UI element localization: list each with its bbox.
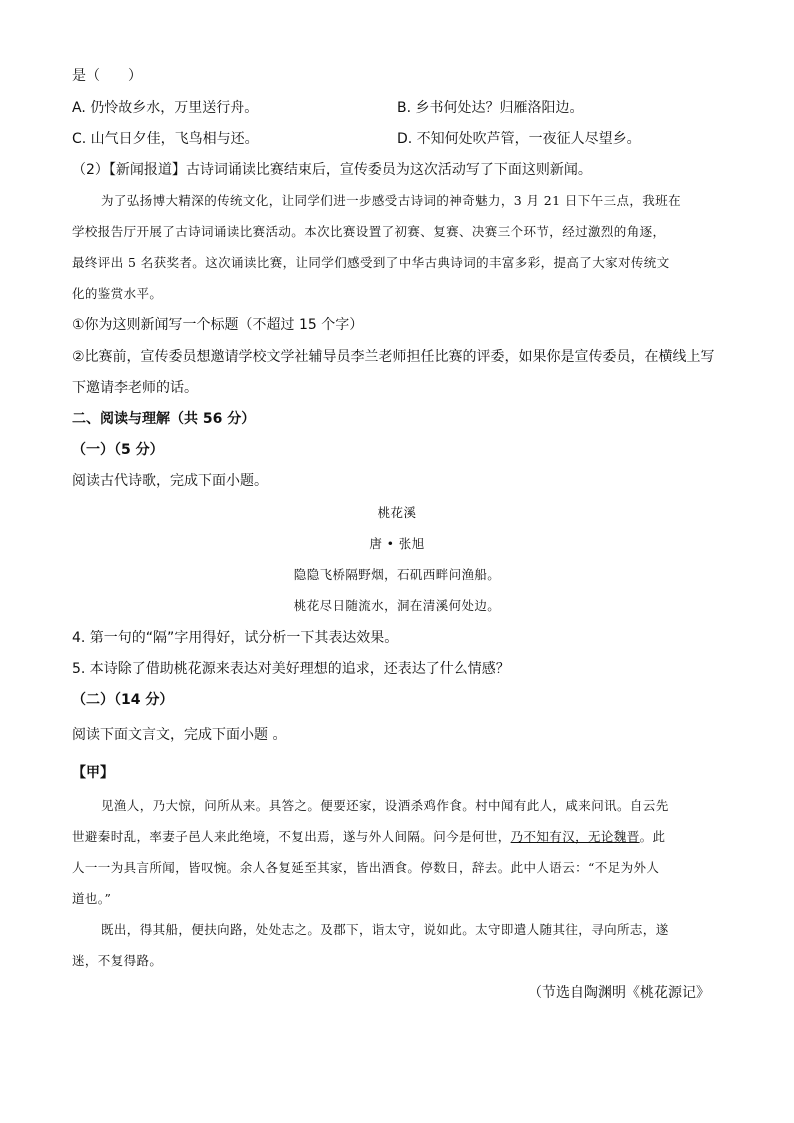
passage-p1-line-2 — [72, 827, 665, 847]
passage-p1-line-2-start: 世避秦时乱，率妻子邑人来此绝境，不复出焉，遂与外人间隔。问今是何世， — [72, 829, 511, 844]
poem-title: 桃花溪 — [377, 505, 417, 520]
part-2-instruction: 阅读下面文言文，完成下面小题 。 — [72, 727, 287, 743]
option-b: B. 乡书何处达？归雁洛阳边。 — [397, 100, 584, 116]
news-task-2-line-2: 下邀请李老师的话。 — [72, 380, 198, 396]
news-task-2-line-1: ②比赛前，宣传委员想邀请学校文学社辅导员李兰老师担任比赛的评委，如果你是宣传委员，在横线上写 — [72, 349, 715, 365]
poem-line-1: 隐隐飞桥隔野烟，石矶西畔问渔船。 — [293, 567, 501, 582]
news-body-line-3: 最终评出 5 名获奖者。这次诵读比赛，让同学们感受到了中华古典诗词的丰富多彩，提高了大家对传统文 — [72, 255, 670, 270]
question-5: 5. 本诗除了借助桃花源来表达对美好理想的追求，还表达了什么情感？ — [72, 661, 510, 677]
question-stem-tail: 是（ ） — [72, 68, 142, 84]
poem-author: 唐 • 张旭 — [369, 536, 425, 551]
part-1-heading: （一）（5 分） — [72, 442, 164, 458]
passage-p1-line-2-end: 。此 — [639, 829, 666, 844]
news-body-line-4: 化的鉴赏水平。 — [72, 286, 163, 301]
passage-p1-line-3: 人一一为具言所闻，皆叹惋。余人各复延至其家，皆出酒食。停数日，辞去。此中人语云：“不足为外人 — [72, 860, 660, 875]
option-a: A. 仍怜故乡水，万里送行舟。 — [72, 100, 259, 116]
news-body-line-2: 学校报告厅开展了古诗词诵读比赛活动。本次比赛设置了初赛、复赛、决赛三个环节，经过激烈的角逐， — [72, 224, 666, 239]
poem-line-2: 桃花尽日随流水，洞在清溪何处边。 — [293, 598, 501, 613]
news-body-line-1: 为了弘扬博大精深的传统文化，让同学们进一步感受古诗词的神奇魅力，3 月 21 日下午三点，我班在 — [101, 193, 681, 208]
passage-source: （节选自陶渊明《桃花源记》 — [528, 985, 710, 1001]
news-intro: （2）【新闻报道】古诗词诵读比赛结束后，宣传委员为这次活动写了下面这则新闻。 — [72, 162, 592, 178]
passage-p2-line-1: 既出，得其船，便扶向路，处处志之。及郡下，诣太守，说如此。太守即遣人随其往，寻向所志，遂 — [101, 922, 669, 937]
passage-p1-line-4: 道也。” — [72, 891, 112, 906]
question-4: 4. 第一句的“隔”字用得好，试分析一下其表达效果。 — [72, 630, 399, 646]
option-c: C. 山气日夕佳，飞鸟相与还。 — [72, 131, 259, 147]
news-task-1: ①你为这则新闻写一个标题（不超过 15 个字） — [72, 317, 364, 333]
passage-p2-line-2: 迷，不复得路。 — [72, 953, 163, 968]
option-d: D. 不知何处吹芦管，一夜征人尽望乡。 — [397, 131, 641, 147]
passage-p1-line-1: 见渔人，乃大惊，问所从来。具答之。便要还家，设酒杀鸡作食。村中闻有此人，咸来问讯。自云先 — [101, 798, 669, 813]
part-1-instruction: 阅读古代诗歌，完成下面小题。 — [72, 473, 268, 489]
part-2-heading: （二）（14 分） — [72, 692, 174, 708]
underlined-phrase: 乃不知有汉，无论魏晋 — [510, 829, 640, 844]
passage-label-jia: 【甲】 — [72, 765, 114, 781]
section-heading: 二、阅读与理解（共 56 分） — [72, 411, 256, 427]
